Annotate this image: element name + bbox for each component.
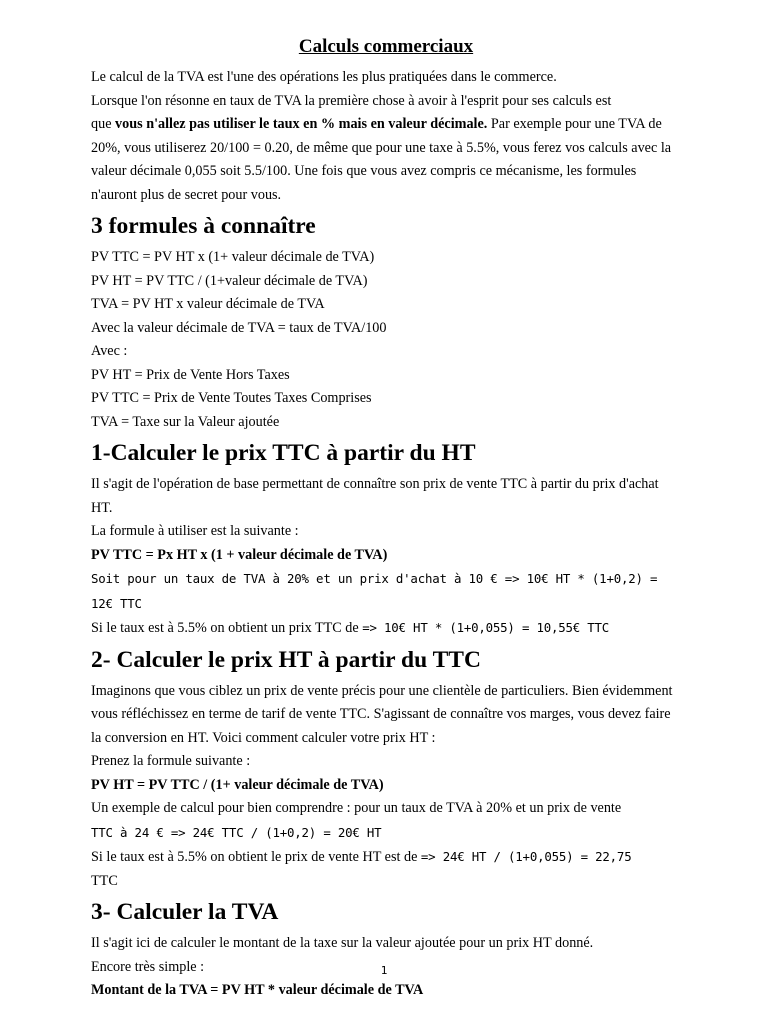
- section1-text: Il s'agit de l'opération de base permettant de connaître son prix de vente TTC à partir du prix d'achat HT.: [91, 476, 659, 516]
- formula-line: Avec :: [91, 343, 128, 359]
- section2-example-2: [91, 845, 681, 870]
- section3-formula: Montant de la TVA = PV HT * valeur décimale de TVA: [91, 982, 424, 998]
- section2-example-2-calc: => 24€ HT / (1+0,055) = 22,75: [420, 849, 632, 864]
- intro-line-2: Lorsque l'on résonne en taux de TVA la première chose à avoir à l'esprit pour ses calculs est: [91, 92, 612, 109]
- formula-line: PV HT = Prix de Vente Hors Taxes: [91, 366, 290, 383]
- section1-formula: PV TTC = Px HT x (1 + valeur décimale de TVA): [91, 546, 388, 563]
- formula-line: TVA = Taxe sur la Valeur ajoutée: [91, 413, 280, 430]
- section3-text-2: Encore très simple :: [91, 958, 205, 975]
- formula-line: Avec la valeur décimale de TVA = taux de TVA/100: [91, 319, 387, 336]
- formula-line: PV TTC = PV HT x (1+ valeur décimale de TVA): [91, 249, 375, 265]
- section2-text: Imaginons que vous ciblez un prix de vente précis pour une clientèle de particuliers. Bien évidemment vous réfléchissez en terme de tarif de vente TTC. S'agissant de connaître vos marges, vous devez faire la conversion en HT. Voici comment calculer votre prix HT :: [91, 682, 673, 746]
- section1-example-2-calc: => 10€ HT * (1+0,055) = 10,55€ TTC: [362, 620, 610, 635]
- section3-heading: 3- Calculer la TVA: [91, 899, 279, 925]
- section2-example-2-pre: Si le taux est à 5.5% on obtient le prix de vente HT est de: [91, 849, 421, 865]
- formula-line: TVA = PV HT x valeur décimale de TVA: [91, 296, 325, 312]
- intro-emphasis: vous n'allez pas utiliser le taux en % mais en valeur décimale.: [115, 116, 488, 132]
- section2-formula: PV HT = PV TTC / (1+ valeur décimale de TVA): [91, 776, 384, 793]
- document-title: Calculs commerciaux: [298, 36, 474, 57]
- formulas-heading: 3 formules à connaître: [91, 213, 316, 239]
- intro-text-pre: que: [91, 116, 116, 132]
- formula-line: PV TTC = Prix de Vente Toutes Taxes Comprises: [91, 390, 372, 406]
- document-page: [91, 34, 681, 1003]
- section1-formula-intro: La formule à utiliser est la suivante :: [91, 523, 299, 539]
- intro-line-1: Le calcul de la TVA est l'une des opérations les plus pratiquées dans le commerce.: [91, 69, 557, 85]
- section1-example-1: [91, 567, 681, 616]
- intro-text-post: Par exemple pour une TVA de 20%, vous utiliserez 20/100 = 0.20, de même que pour une taxe à 5.5%, vous ferez vos calculs avec la valeur décimale 0,055 soit 5.5/100. Une fois que vous avez compris ce mécanisme, les formules n'auront plus de secret pour vous.: [91, 116, 672, 203]
- formula-line: PV HT = PV TTC / (1+valeur décimale de TVA): [91, 272, 368, 289]
- section2-example-1-text: Un exemple de calcul pour bien comprendre : pour un taux de TVA à 20% et un prix de vente: [91, 800, 622, 816]
- intro-paragraph: [91, 113, 681, 207]
- section1-example-1-text: Soit pour un taux de TVA à 20% et un prix d'achat à 10 € => 10€ HT * (1+0,2) = 12€ TTC: [91, 571, 658, 611]
- page-number: 1: [380, 964, 388, 977]
- section2-example-1: [91, 821, 681, 846]
- section2-heading: 2- Calculer le prix HT à partir du TTC: [91, 646, 481, 673]
- section1-example-2-pre: Si le taux est à 5.5% on obtient un prix TTC de: [91, 620, 363, 636]
- section2-formula-intro: Prenez la formule suivante :: [91, 753, 251, 769]
- section1-example-2: [91, 616, 681, 641]
- section2-example-2-end: TTC: [91, 872, 118, 889]
- section2-example-1-calc: TTC à 24 € => 24€ TTC / (1+0,2) = 20€ HT: [91, 824, 382, 840]
- section3-text-1: Il s'agit ici de calculer le montant de la taxe sur la valeur ajoutée pour un prix HT donné.: [91, 935, 594, 951]
- section1-heading: 1-Calculer le prix TTC à partir du HT: [91, 440, 476, 466]
